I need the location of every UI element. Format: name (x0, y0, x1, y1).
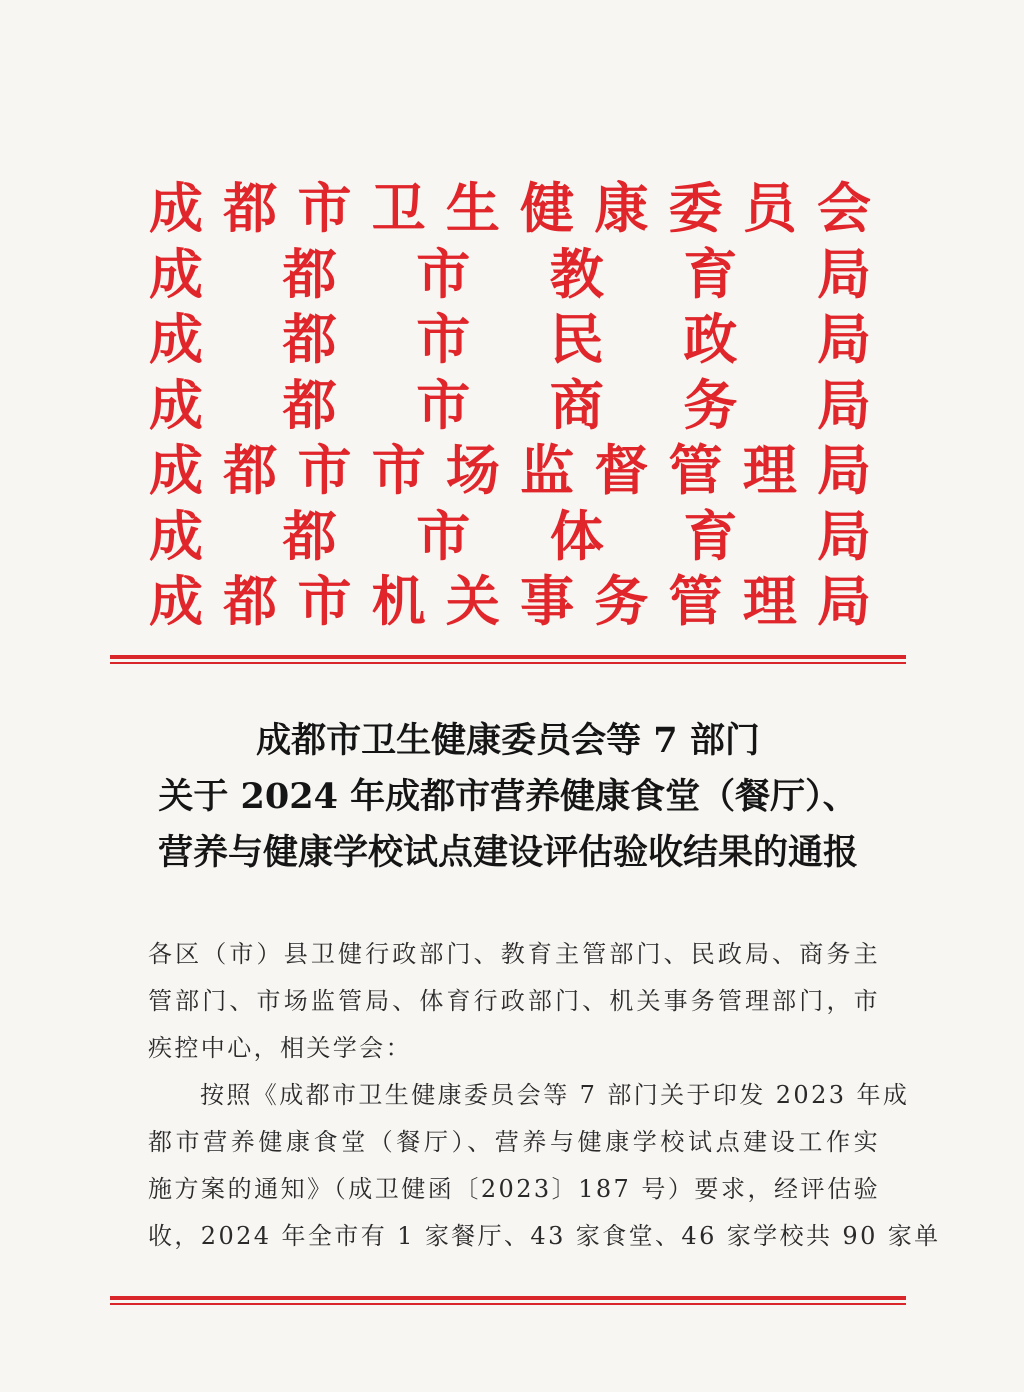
addressee-line-3: 疾控中心，相关学会： (148, 1034, 412, 1062)
addressee-line-1: 各区（市）县卫健行政部门、教育主管部门、民政局、商务主 (148, 940, 880, 968)
letterhead-char: 卫 (371, 176, 426, 241)
addressee (148, 931, 880, 1072)
letterhead-char: 局 (816, 503, 871, 568)
red-footer-rule-thin (110, 1303, 906, 1305)
letterhead-char: 都 (282, 241, 337, 306)
letterhead-char: 都 (282, 372, 337, 437)
letterhead-char: 健 (520, 176, 575, 241)
title-line-1: 成都市卫生健康委员会等 7 部门 (256, 720, 760, 761)
letterhead-char: 管 (668, 438, 723, 503)
letterhead-char: 体 (549, 503, 604, 568)
letterhead-char: 管 (668, 569, 723, 634)
letterhead-char: 商 (549, 372, 604, 437)
paragraph-1-line-1: 按照《成都市卫生健康委员会等 7 部门关于印发 2023 年成 (200, 1081, 910, 1109)
red-header-rule-thin (110, 662, 906, 664)
letterhead-char: 委 (668, 176, 723, 241)
red-header-rule (110, 655, 906, 659)
letterhead-char: 育 (683, 503, 738, 568)
letterhead-char: 成 (149, 438, 203, 503)
letterhead-char: 成 (149, 503, 203, 568)
letterhead-char: 都 (223, 176, 278, 241)
letterhead-char: 都 (282, 503, 337, 568)
letterhead-char: 监 (520, 438, 575, 503)
letterhead-char: 市 (416, 372, 471, 437)
letterhead-char: 市 (297, 569, 352, 634)
letterhead-char: 员 (742, 176, 797, 241)
paragraph-1-line-2: 都市营养健康食堂（餐厅）、营养与健康学校试点建设工作实 (148, 1128, 880, 1156)
letterhead-line (148, 307, 872, 373)
document-body (148, 931, 941, 1260)
title-line-2: 关于 2024 年成都市营养健康食堂（餐厅）、 (158, 776, 858, 817)
letterhead-char: 机 (371, 569, 426, 634)
letterhead-line (148, 569, 872, 635)
letterhead-char: 督 (594, 438, 649, 503)
letterhead-line (148, 242, 872, 308)
letterhead-char: 生 (445, 176, 500, 241)
addressee-line-2: 管部门、市场监管局、体育行政部门、机关事务管理部门，市 (148, 987, 880, 1015)
letterhead-char: 局 (816, 241, 871, 306)
letterhead-char: 民 (549, 307, 604, 372)
letterhead-char: 成 (149, 569, 203, 634)
title-line-3: 营养与健康学校试点建设评估验收结果的通报 (157, 832, 858, 873)
paragraph-1-line-4: 收，2024 年全市有 1 家餐厅、43 家食堂、46 家学校共 90 家单 (148, 1222, 941, 1250)
letterhead-char: 成 (149, 176, 203, 241)
letterhead-line (148, 176, 872, 242)
letterhead-char: 理 (742, 438, 797, 503)
letterhead-char: 局 (816, 438, 871, 503)
letterhead-char: 都 (223, 438, 278, 503)
letterhead-char: 市 (297, 438, 352, 503)
letterhead-char: 会 (816, 176, 871, 241)
letterhead-char: 关 (445, 569, 500, 634)
letterhead-char: 务 (683, 372, 738, 437)
letterhead-char: 教 (549, 241, 604, 306)
letterhead-char: 都 (223, 569, 278, 634)
letterhead-char: 成 (149, 307, 203, 372)
letterhead-char: 育 (683, 241, 738, 306)
red-footer-rule (110, 1296, 906, 1300)
letterhead-char: 政 (683, 307, 738, 372)
document-title (110, 713, 906, 881)
letterhead-char: 局 (816, 307, 871, 372)
letterhead-line (148, 504, 872, 570)
letterhead-char: 市 (416, 307, 471, 372)
letterhead-char: 场 (445, 438, 500, 503)
paragraph-1-line-3: 施方案的通知》（成卫健函〔2023〕187 号）要求，经评估验 (148, 1175, 880, 1203)
letterhead-char: 理 (742, 569, 797, 634)
letterhead-char: 成 (149, 372, 203, 437)
letterhead-char: 事 (520, 569, 575, 634)
letterhead-char: 务 (594, 569, 649, 634)
letterhead-char: 康 (594, 176, 649, 241)
letterhead-char: 市 (416, 241, 471, 306)
letterhead-authorities (148, 176, 872, 635)
letterhead-line (148, 373, 872, 439)
letterhead-char: 都 (282, 307, 337, 372)
letterhead-char: 市 (416, 503, 471, 568)
paragraph-1 (148, 1072, 941, 1260)
letterhead-char: 局 (816, 569, 871, 634)
letterhead-line (148, 438, 872, 504)
letterhead-char: 市 (371, 438, 426, 503)
letterhead-char: 成 (149, 241, 203, 306)
letterhead-char: 市 (297, 176, 352, 241)
letterhead-char: 局 (816, 372, 871, 437)
